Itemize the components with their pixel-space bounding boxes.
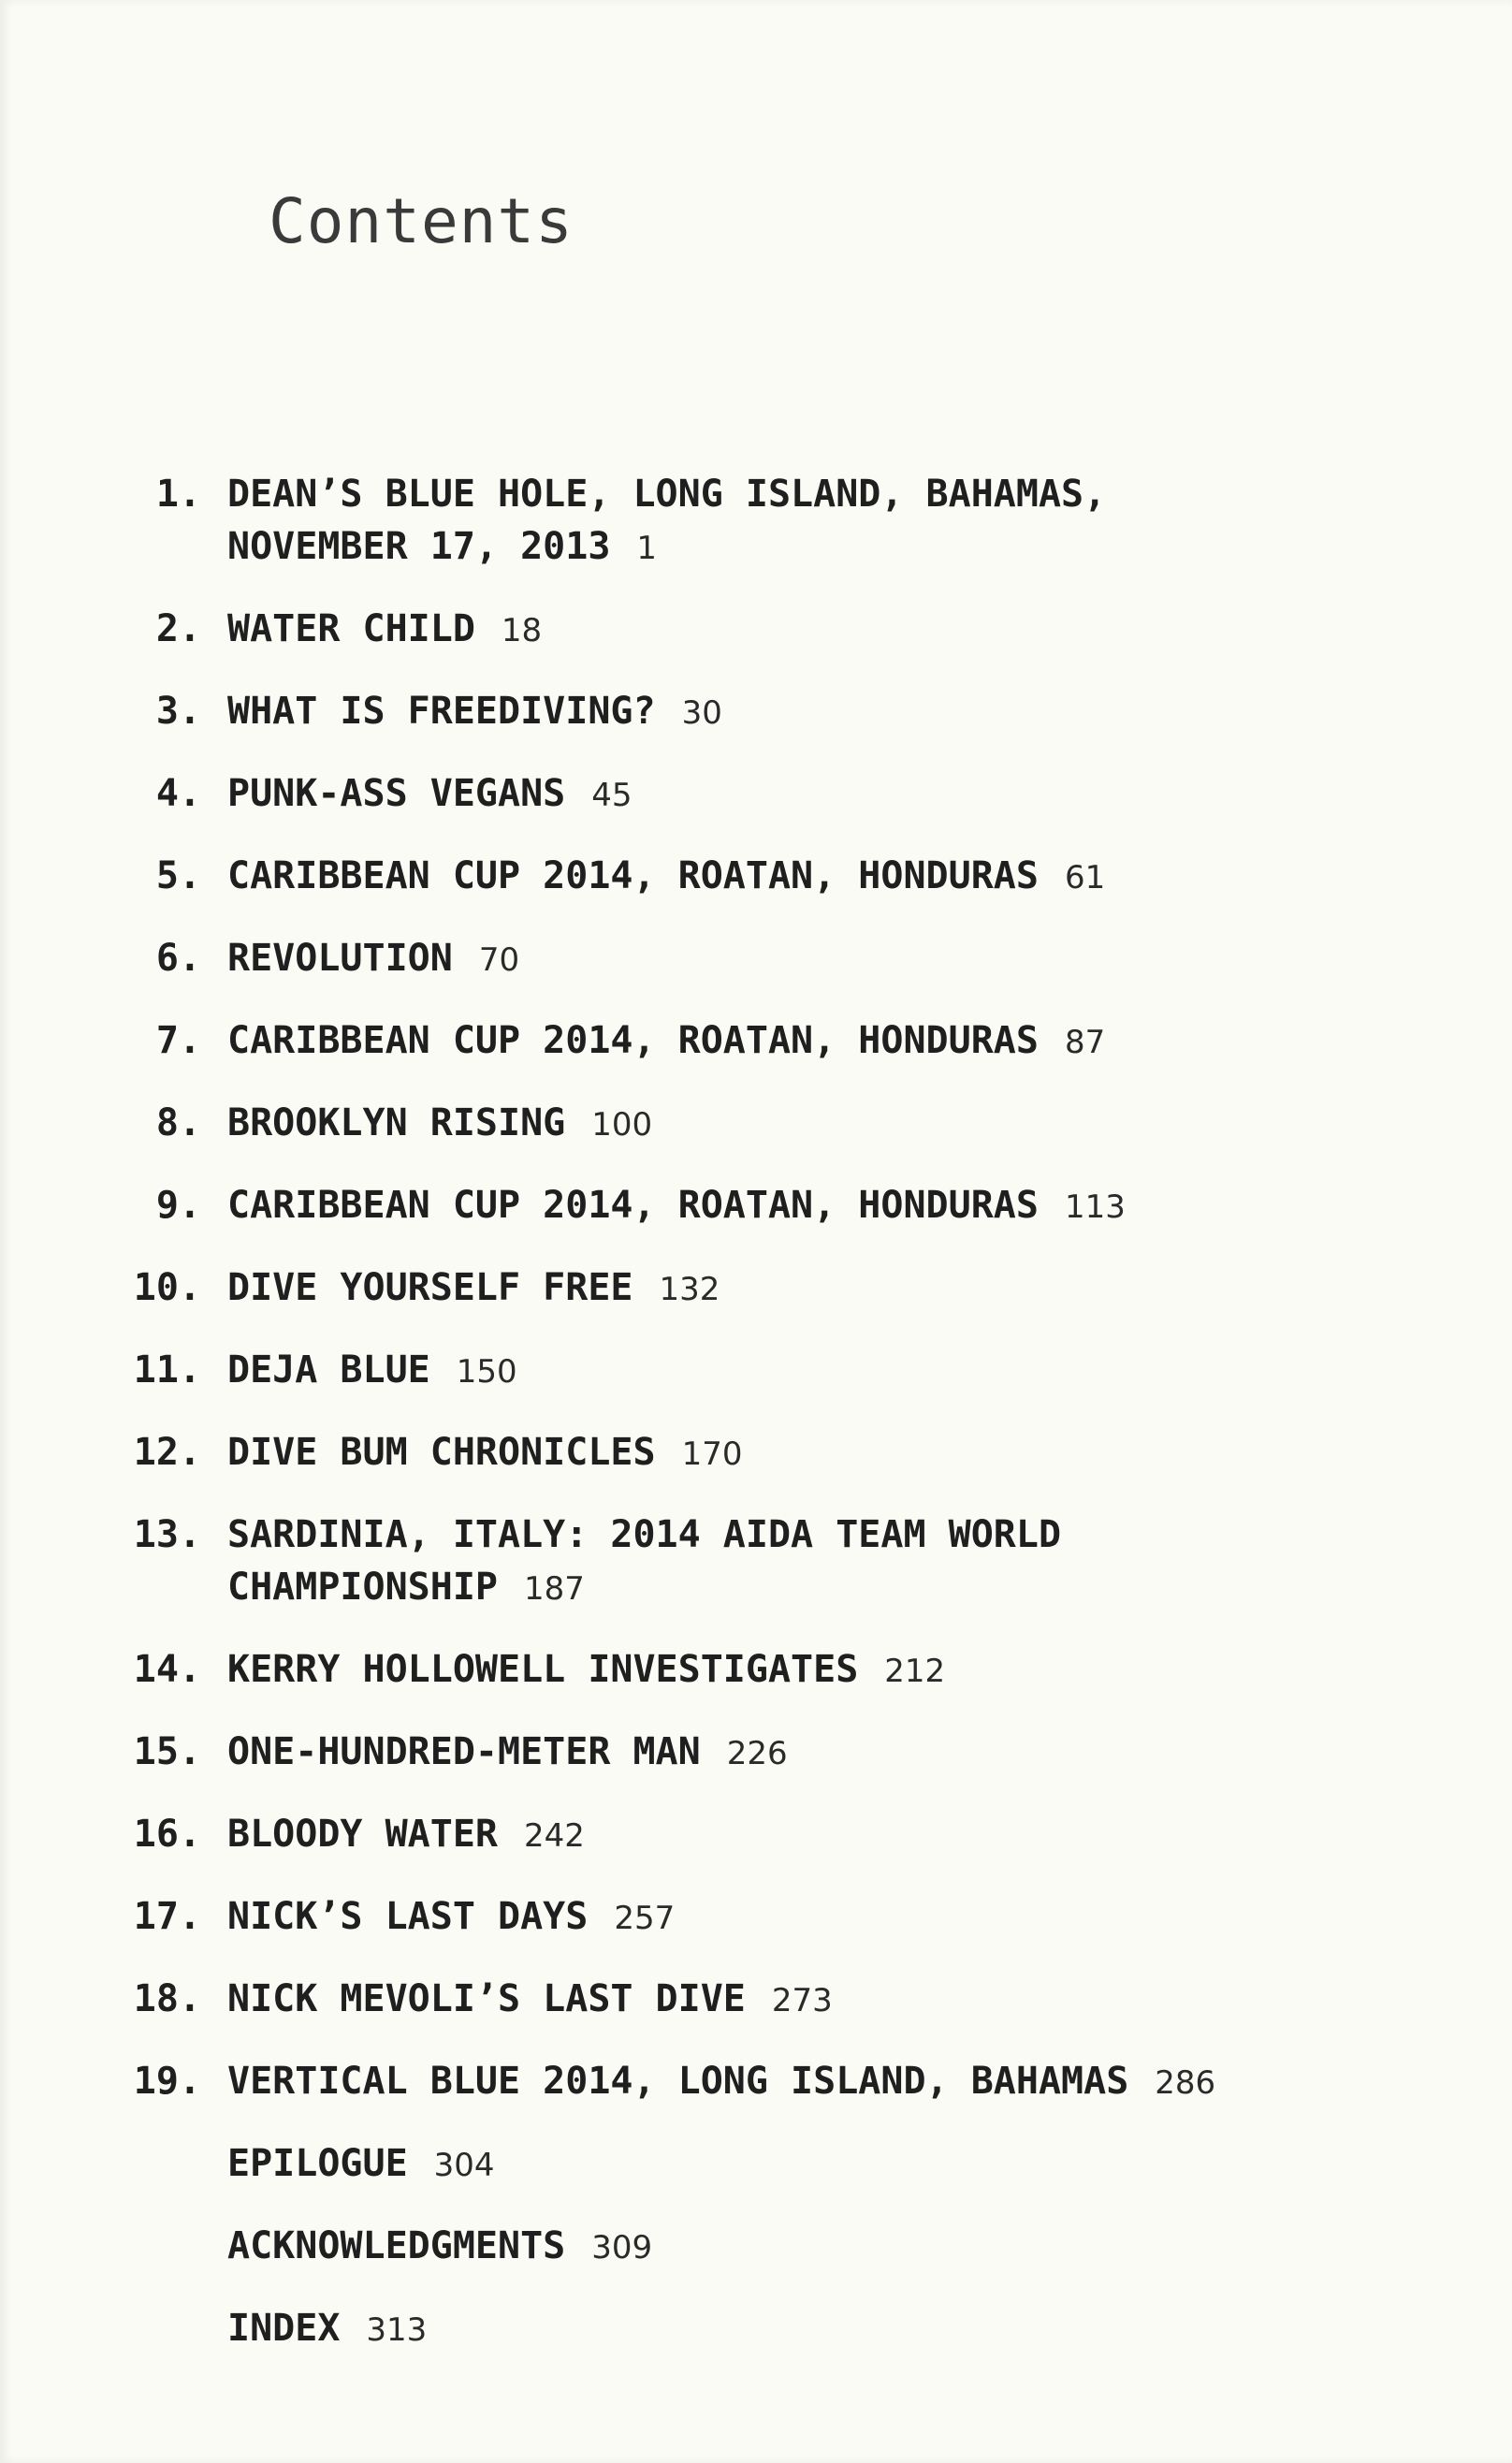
page-number: 45 [591, 777, 632, 814]
toc-entry [0, 1643, 1512, 1696]
chapter-title [227, 685, 722, 739]
chapter-title [227, 2220, 652, 2274]
chapter-title-text: PUNK-ASS VEGANS [227, 772, 566, 815]
chapter-title-text: INDEX [227, 2307, 341, 2350]
toc-entry [0, 1508, 1512, 1613]
chapter-number: 17. [133, 1895, 201, 1938]
chapter-number: 9. [155, 1184, 201, 1227]
chapter-number: 5. [155, 854, 201, 897]
toc-entry [0, 932, 1512, 984]
toc-entry [0, 1426, 1512, 1479]
chapter-title-text: EPILOGUE [227, 2142, 408, 2185]
chapter-title-text: SARDINIA, ITALY: 2014 AIDA TEAM WORLD [227, 1513, 1062, 1556]
chapter-title [227, 2137, 495, 2192]
page-number: 170 [681, 1436, 743, 1473]
chapter-number: 10. [133, 1266, 201, 1309]
chapter-number: 2. [155, 607, 201, 650]
chapter-title [227, 1890, 675, 1945]
chapter-title-text: ACKNOWLEDGMENTS [227, 2224, 566, 2267]
chapter-title [227, 1726, 788, 1780]
toc-entry [0, 2302, 1512, 2354]
chapter-title [227, 2302, 427, 2356]
chapter-title-text: BROOKLYN RISING [227, 1101, 566, 1144]
toc-entry [0, 1261, 1512, 1314]
chapter-title-text: NOVEMBER 17, 2013 [227, 525, 611, 568]
toc-entry [0, 1726, 1512, 1778]
page-number: 150 [456, 1353, 517, 1391]
chapter-title-text: WHAT IS FREEDIVING? [227, 690, 656, 733]
toc-entry [0, 2055, 1512, 2107]
chapter-title-text: KERRY HOLLOWELL INVESTIGATES [227, 1648, 859, 1691]
chapter-number: 11. [133, 1348, 201, 1392]
toc-entry [0, 767, 1512, 820]
page-number: 212 [884, 1653, 946, 1690]
chapter-title-text: WATER CHILD [227, 607, 475, 650]
toc-entry [0, 1344, 1512, 1396]
chapter-title-text: NICK MEVOLI’S LAST DIVE [227, 1977, 746, 2020]
chapter-title-text: BLOODY WATER [227, 1813, 498, 1856]
toc-entry [0, 2137, 1512, 2190]
page-number: 242 [523, 1817, 585, 1855]
page-number: 30 [681, 694, 722, 732]
chapter-title [227, 1344, 517, 1398]
chapter-title [227, 1014, 1105, 1069]
chapter-title [227, 2055, 1215, 2109]
page-number: 70 [478, 941, 520, 979]
chapter-number: 13. [133, 1513, 201, 1556]
chapter-title [227, 850, 1105, 904]
toc-entry [0, 2220, 1512, 2272]
chapter-title [227, 1808, 585, 1862]
chapter-title-text: DEJA BLUE [227, 1348, 430, 1392]
chapter-title [227, 1973, 833, 2027]
toc-entry [0, 850, 1512, 902]
page-number: 304 [433, 2147, 495, 2184]
chapter-number: 18. [133, 1977, 201, 2020]
page-number: 226 [726, 1735, 788, 1772]
page-number: 113 [1064, 1188, 1126, 1226]
toc-entry [0, 1097, 1512, 1149]
chapter-title-text: CHAMPIONSHIP [227, 1566, 498, 1609]
chapter-title [227, 520, 657, 575]
chapter-title-text: CARIBBEAN CUP 2014, ROATAN, HONDURAS [227, 854, 1039, 897]
chapter-title [227, 1179, 1126, 1233]
chapter-title [227, 1643, 945, 1698]
chapter-number: 15. [133, 1730, 201, 1773]
page-title: Contents [269, 185, 574, 257]
chapter-number: 6. [155, 937, 201, 980]
toc-entry [0, 468, 1512, 573]
chapter-title [227, 932, 519, 986]
page-number: 286 [1155, 2064, 1216, 2102]
chapter-title [227, 468, 1106, 520]
chapter-title [227, 603, 542, 657]
chapter-title-text: DIVE YOURSELF FREE [227, 1266, 633, 1309]
toc-entry [0, 1973, 1512, 2025]
page-number: 273 [771, 1982, 833, 2019]
toc-entry [0, 1179, 1512, 1232]
chapter-title [227, 1097, 652, 1151]
chapter-number: 16. [133, 1813, 201, 1856]
toc-entry [0, 1890, 1512, 1943]
chapter-title [227, 1561, 585, 1615]
chapter-title-text: CARIBBEAN CUP 2014, ROATAN, HONDURAS [227, 1019, 1039, 1062]
page-number: 187 [523, 1570, 585, 1608]
chapter-title-text: CARIBBEAN CUP 2014, ROATAN, HONDURAS [227, 1184, 1039, 1227]
chapter-number: 12. [133, 1431, 201, 1474]
toc-entry [0, 1014, 1512, 1067]
page-number: 309 [591, 2229, 653, 2266]
chapter-title-text: NICK’S LAST DAYS [227, 1895, 589, 1938]
chapter-title-text: REVOLUTION [227, 937, 453, 980]
chapter-title [227, 1426, 742, 1480]
chapter-title [227, 1261, 720, 1316]
page-number: 257 [614, 1900, 676, 1937]
page-number: 100 [591, 1106, 653, 1144]
page-number: 132 [659, 1271, 720, 1308]
toc-entry [0, 685, 1512, 737]
page-number: 87 [1064, 1024, 1106, 1061]
toc-entry [0, 603, 1512, 655]
chapter-number: 7. [155, 1019, 201, 1062]
chapter-number: 8. [155, 1101, 201, 1144]
page-number: 1 [636, 530, 658, 567]
chapter-title-text: ONE-HUNDRED-METER MAN [227, 1730, 701, 1773]
chapter-number: 4. [155, 772, 201, 815]
chapter-number: 14. [133, 1648, 201, 1691]
chapter-number: 19. [133, 2060, 201, 2103]
toc-entry [0, 1808, 1512, 1860]
chapter-number: 3. [155, 690, 201, 733]
chapter-number: 1. [155, 473, 201, 516]
page-number: 18 [501, 612, 543, 649]
page-number: 61 [1064, 859, 1106, 896]
page-number: 313 [366, 2311, 428, 2349]
chapter-title-text: DEAN’S BLUE HOLE, LONG ISLAND, BAHAMAS, [227, 473, 1107, 516]
chapter-title [227, 767, 632, 822]
chapter-title-text: VERTICAL BLUE 2014, LONG ISLAND, BAHAMAS [227, 2060, 1129, 2103]
chapter-title [227, 1508, 1061, 1561]
chapter-title-text: DIVE BUM CHRONICLES [227, 1431, 656, 1474]
